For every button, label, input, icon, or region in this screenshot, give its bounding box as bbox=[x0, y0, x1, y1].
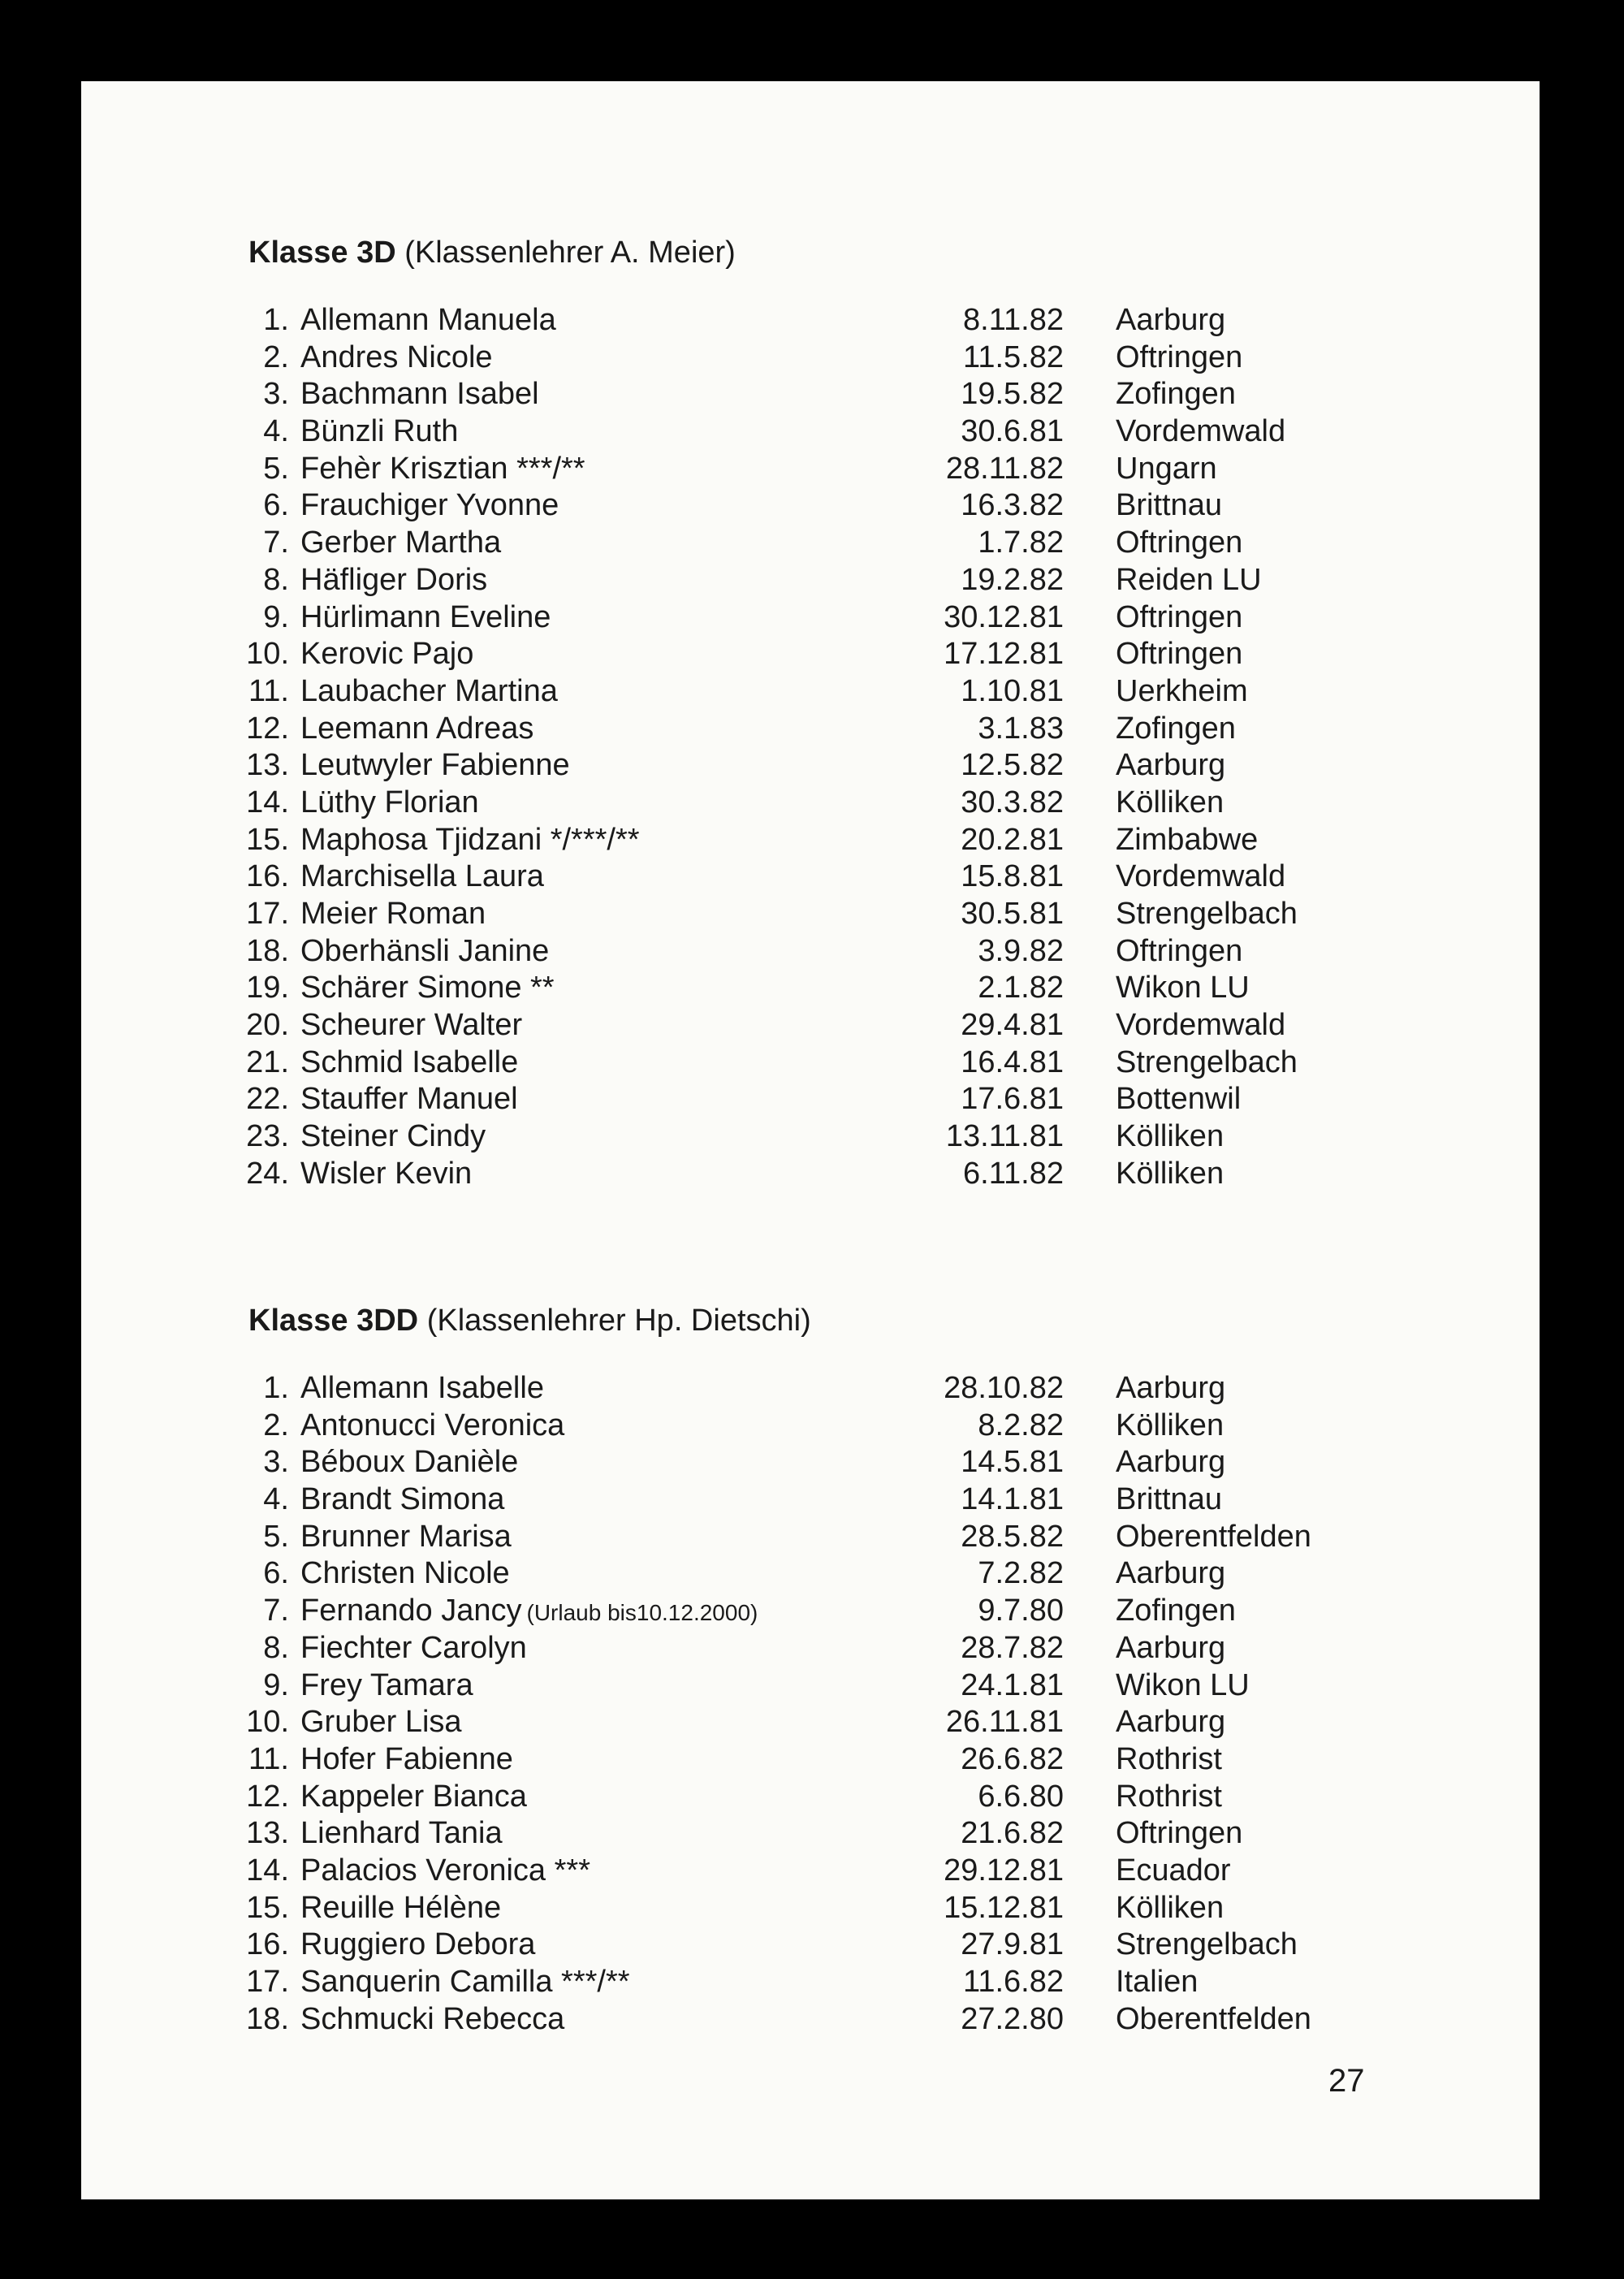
student-number: 2. bbox=[263, 1408, 289, 1442]
birth-date: 30.3.82 bbox=[961, 785, 1064, 819]
student-number: 17. bbox=[246, 1965, 289, 1999]
birth-date: 11.5.82 bbox=[963, 339, 1064, 374]
birth-date: 29.12.81 bbox=[944, 1853, 1064, 1888]
student-number: 9. bbox=[263, 1667, 289, 1702]
student-number: 16. bbox=[246, 859, 289, 894]
list-item bbox=[81, 1593, 1540, 1630]
birth-date: 28.11.82 bbox=[945, 451, 1064, 486]
student-number: 16. bbox=[246, 1927, 289, 1962]
student-name: Bünzli Ruth bbox=[300, 414, 459, 449]
birth-date: 19.2.82 bbox=[961, 562, 1064, 597]
student-number: 24. bbox=[246, 1156, 289, 1191]
home-town: Brittnau bbox=[1116, 1482, 1222, 1517]
student-name: Schmid Isabelle bbox=[300, 1044, 519, 1079]
student-number: 20. bbox=[246, 1008, 289, 1043]
birth-date: 2.1.82 bbox=[978, 971, 1064, 1005]
student-name: Andres Nicole bbox=[300, 339, 493, 374]
home-town: Italien bbox=[1116, 1965, 1199, 1999]
list-item bbox=[81, 1779, 1540, 1816]
list-item bbox=[81, 747, 1540, 785]
list-item bbox=[81, 711, 1540, 748]
list-item bbox=[81, 1890, 1540, 1927]
list-item bbox=[81, 1815, 1540, 1853]
list-item bbox=[81, 525, 1540, 562]
student-number: 13. bbox=[246, 748, 289, 783]
student-name: Kerovic Pajo bbox=[300, 637, 474, 672]
student-list-3dd bbox=[81, 1370, 1540, 2038]
student-name: Fehèr Krisztian ***/** bbox=[300, 451, 585, 486]
list-item bbox=[81, 1555, 1540, 1593]
list-item bbox=[81, 1519, 1540, 1556]
birth-date: 14.1.81 bbox=[961, 1482, 1064, 1517]
student-name: Fiechter Carolyn bbox=[300, 1630, 527, 1665]
list-item bbox=[81, 1007, 1540, 1044]
home-town: Zofingen bbox=[1116, 1594, 1236, 1628]
student-name: Stauffer Manuel bbox=[300, 1082, 518, 1117]
student-name: Schärer Simone ** bbox=[300, 971, 555, 1005]
student-name: Häfliger Doris bbox=[300, 562, 488, 597]
birth-date: 3.9.82 bbox=[978, 933, 1064, 968]
section-heading-3d bbox=[248, 236, 736, 270]
home-town: Aarburg bbox=[1116, 1445, 1226, 1480]
list-item bbox=[81, 970, 1540, 1007]
student-name: Kappeler Bianca bbox=[300, 1779, 527, 1814]
home-town: Wikon LU bbox=[1116, 971, 1250, 1005]
list-item bbox=[81, 562, 1540, 599]
home-town: Kölliken bbox=[1116, 1408, 1224, 1442]
student-number: 18. bbox=[246, 2001, 289, 2036]
student-number: 6. bbox=[263, 488, 289, 523]
home-town: Reiden LU bbox=[1116, 562, 1262, 597]
home-town: Vordemwald bbox=[1116, 414, 1286, 449]
home-town: Aarburg bbox=[1116, 1630, 1226, 1665]
student-number: 17. bbox=[246, 897, 289, 931]
birth-date: 9.7.80 bbox=[978, 1594, 1064, 1628]
birth-date: 14.5.81 bbox=[961, 1445, 1064, 1480]
student-name: Hürlimann Eveline bbox=[300, 599, 551, 634]
student-number: 9. bbox=[263, 599, 289, 634]
section-heading-3dd bbox=[248, 1304, 811, 1338]
home-town: Kölliken bbox=[1116, 1119, 1224, 1154]
home-town: Oftringen bbox=[1116, 599, 1243, 634]
list-item bbox=[81, 1630, 1540, 1667]
teacher-label: (Klassenlehrer Hp. Dietschi) bbox=[426, 1304, 811, 1338]
student-number: 19. bbox=[246, 971, 289, 1005]
home-town: Rothrist bbox=[1116, 1779, 1222, 1814]
student-name: Frey Tamara bbox=[300, 1667, 473, 1702]
student-name: Bachmann Isabel bbox=[300, 377, 539, 412]
student-name: Ruggiero Debora bbox=[300, 1927, 536, 1962]
birth-date: 11.6.82 bbox=[963, 1965, 1064, 1999]
class-label: Klasse 3DD bbox=[248, 1304, 419, 1338]
page-number: 27 bbox=[1328, 2063, 1365, 2099]
student-name: Steiner Cindy bbox=[300, 1119, 486, 1154]
document-page bbox=[81, 81, 1540, 2199]
student-name: Meier Roman bbox=[300, 897, 486, 931]
student-name: Fernando Jancy bbox=[300, 1594, 522, 1628]
student-number: 10. bbox=[246, 637, 289, 672]
student-name: Hofer Fabienne bbox=[300, 1741, 513, 1776]
list-item bbox=[81, 1118, 1540, 1156]
birth-date: 27.2.80 bbox=[961, 2001, 1064, 2036]
birth-date: 15.8.81 bbox=[961, 859, 1064, 894]
list-item bbox=[81, 376, 1540, 413]
birth-date: 26.6.82 bbox=[961, 1741, 1064, 1776]
student-name: Wisler Kevin bbox=[300, 1156, 473, 1191]
student-name: Schmucki Rebecca bbox=[300, 2001, 565, 2036]
student-number: 23. bbox=[246, 1119, 289, 1154]
list-item bbox=[81, 339, 1540, 377]
home-town: Oftringen bbox=[1116, 933, 1243, 968]
student-number: 1. bbox=[263, 1371, 289, 1405]
student-name: Reuille Hélène bbox=[300, 1890, 502, 1925]
birth-date: 26.11.81 bbox=[945, 1705, 1064, 1740]
list-item bbox=[81, 1370, 1540, 1408]
student-number: 5. bbox=[263, 1519, 289, 1554]
student-name: Gerber Martha bbox=[300, 525, 502, 560]
student-number: 21. bbox=[246, 1044, 289, 1079]
student-name: Lüthy Florian bbox=[300, 785, 479, 819]
student-number: 11. bbox=[248, 673, 289, 708]
birth-date: 17.6.81 bbox=[961, 1082, 1064, 1117]
home-town: Bottenwil bbox=[1116, 1082, 1242, 1117]
student-list-3d bbox=[81, 302, 1540, 1193]
student-number: 5. bbox=[263, 451, 289, 486]
home-town: Strengelbach bbox=[1116, 1044, 1298, 1079]
student-number: 8. bbox=[263, 562, 289, 597]
list-item bbox=[81, 1667, 1540, 1705]
student-number: 3. bbox=[263, 377, 289, 412]
birth-date: 28.5.82 bbox=[961, 1519, 1064, 1554]
home-town: Strengelbach bbox=[1116, 897, 1298, 931]
home-town: Ecuador bbox=[1116, 1853, 1231, 1888]
student-number: 14. bbox=[246, 785, 289, 819]
birth-date: 20.2.81 bbox=[961, 822, 1064, 857]
student-number: 15. bbox=[246, 822, 289, 857]
home-town: Brittnau bbox=[1116, 488, 1222, 523]
list-item bbox=[81, 858, 1540, 896]
student-number: 2. bbox=[263, 339, 289, 374]
home-town: Rothrist bbox=[1116, 1741, 1222, 1776]
list-item bbox=[81, 302, 1540, 339]
student-note: (Urlaub bis10.12.2000) bbox=[526, 1600, 758, 1626]
home-town: Oftringen bbox=[1116, 525, 1243, 560]
birth-date: 30.12.81 bbox=[944, 599, 1064, 634]
home-town: Uerkheim bbox=[1116, 673, 1248, 708]
list-item bbox=[81, 1044, 1540, 1082]
birth-date: 15.12.81 bbox=[944, 1890, 1064, 1925]
list-item bbox=[81, 636, 1540, 673]
home-town: Zimbabwe bbox=[1116, 822, 1259, 857]
list-item bbox=[81, 599, 1540, 637]
home-town: Kölliken bbox=[1116, 785, 1224, 819]
home-town: Vordemwald bbox=[1116, 859, 1286, 894]
birth-date: 30.5.81 bbox=[961, 897, 1064, 931]
student-number: 4. bbox=[263, 1482, 289, 1517]
student-name: Antonucci Veronica bbox=[300, 1408, 565, 1442]
student-number: 7. bbox=[263, 1594, 289, 1628]
student-name: Lienhard Tania bbox=[300, 1816, 503, 1851]
list-item bbox=[81, 785, 1540, 822]
list-item bbox=[81, 1081, 1540, 1118]
student-number: 12. bbox=[246, 711, 289, 746]
student-name: Allemann Isabelle bbox=[300, 1371, 544, 1405]
list-item bbox=[81, 2001, 1540, 2039]
home-town: Aarburg bbox=[1116, 748, 1226, 783]
home-town: Kölliken bbox=[1116, 1890, 1224, 1925]
home-town: Kölliken bbox=[1116, 1156, 1224, 1191]
student-name: Brandt Simona bbox=[300, 1482, 505, 1517]
home-town: Zofingen bbox=[1116, 377, 1236, 412]
list-item bbox=[81, 1156, 1540, 1193]
student-name: Oberhänsli Janine bbox=[300, 933, 550, 968]
student-number: 7. bbox=[263, 525, 289, 560]
birth-date: 28.10.82 bbox=[944, 1371, 1064, 1405]
birth-date: 8.11.82 bbox=[963, 303, 1064, 337]
class-label: Klasse 3D bbox=[248, 236, 396, 270]
home-town: Aarburg bbox=[1116, 1371, 1226, 1405]
home-town: Aarburg bbox=[1116, 1556, 1226, 1591]
birth-date: 29.4.81 bbox=[961, 1008, 1064, 1043]
student-number: 22. bbox=[246, 1082, 289, 1117]
student-name: Leemann Adreas bbox=[300, 711, 534, 746]
birth-date: 24.1.81 bbox=[961, 1667, 1064, 1702]
birth-date: 21.6.82 bbox=[961, 1816, 1064, 1851]
home-town: Aarburg bbox=[1116, 303, 1226, 337]
student-number: 4. bbox=[263, 414, 289, 449]
student-number: 15. bbox=[246, 1890, 289, 1925]
list-item bbox=[81, 1704, 1540, 1741]
student-name: Christen Nicole bbox=[300, 1556, 510, 1591]
student-name: Laubacher Martina bbox=[300, 673, 558, 708]
list-item bbox=[81, 1741, 1540, 1779]
list-item bbox=[81, 1408, 1540, 1445]
birth-date: 6.11.82 bbox=[963, 1156, 1064, 1191]
birth-date: 16.3.82 bbox=[961, 488, 1064, 523]
home-town: Oftringen bbox=[1116, 1816, 1243, 1851]
student-number: 14. bbox=[246, 1853, 289, 1888]
student-number: 8. bbox=[263, 1630, 289, 1665]
student-name: Palacios Veronica *** bbox=[300, 1853, 590, 1888]
birth-date: 19.5.82 bbox=[961, 377, 1064, 412]
birth-date: 30.6.81 bbox=[961, 414, 1064, 449]
home-town: Zofingen bbox=[1116, 711, 1236, 746]
list-item bbox=[81, 933, 1540, 971]
home-town: Wikon LU bbox=[1116, 1667, 1250, 1702]
student-number: 10. bbox=[246, 1705, 289, 1740]
list-item bbox=[81, 413, 1540, 451]
birth-date: 3.1.83 bbox=[978, 711, 1064, 746]
student-name: Allemann Manuela bbox=[300, 303, 556, 337]
birth-date: 16.4.81 bbox=[961, 1044, 1064, 1079]
list-item bbox=[81, 673, 1540, 711]
student-name: Béboux Danièle bbox=[300, 1445, 519, 1480]
home-town: Strengelbach bbox=[1116, 1927, 1298, 1962]
birth-date: 27.9.81 bbox=[961, 1927, 1064, 1962]
birth-date: 17.12.81 bbox=[944, 637, 1064, 672]
list-item bbox=[81, 1853, 1540, 1890]
list-item bbox=[81, 1964, 1540, 2001]
birth-date: 28.7.82 bbox=[961, 1630, 1064, 1665]
student-name: Frauchiger Yvonne bbox=[300, 488, 559, 523]
student-number: 1. bbox=[263, 303, 289, 337]
teacher-label: (Klassenlehrer A. Meier) bbox=[404, 236, 736, 270]
birth-date: 8.2.82 bbox=[978, 1408, 1064, 1442]
birth-date: 6.6.80 bbox=[978, 1779, 1064, 1814]
student-name: Marchisella Laura bbox=[300, 859, 544, 894]
list-item bbox=[81, 1927, 1540, 1964]
birth-date: 12.5.82 bbox=[961, 748, 1064, 783]
list-item bbox=[81, 487, 1540, 525]
student-name: Brunner Marisa bbox=[300, 1519, 512, 1554]
student-name: Maphosa Tjidzani */***/** bbox=[300, 822, 640, 857]
student-name: Sanquerin Camilla ***/** bbox=[300, 1965, 630, 1999]
student-number: 13. bbox=[246, 1816, 289, 1851]
home-town: Oberentfelden bbox=[1116, 1519, 1311, 1554]
list-item bbox=[81, 896, 1540, 933]
student-number: 18. bbox=[246, 933, 289, 968]
birth-date: 7.2.82 bbox=[978, 1556, 1064, 1591]
student-number: 12. bbox=[246, 1779, 289, 1814]
list-item bbox=[81, 451, 1540, 488]
student-name: Gruber Lisa bbox=[300, 1705, 462, 1740]
home-town: Oftringen bbox=[1116, 637, 1243, 672]
student-name: Scheurer Walter bbox=[300, 1008, 523, 1043]
home-town: Oberentfelden bbox=[1116, 2001, 1311, 2036]
list-item bbox=[81, 1444, 1540, 1481]
student-number: 3. bbox=[263, 1445, 289, 1480]
student-number: 6. bbox=[263, 1556, 289, 1591]
home-town: Ungarn bbox=[1116, 451, 1217, 486]
list-item bbox=[81, 822, 1540, 859]
birth-date: 13.11.81 bbox=[945, 1119, 1064, 1154]
home-town: Vordemwald bbox=[1116, 1008, 1286, 1043]
birth-date: 1.10.81 bbox=[961, 673, 1064, 708]
student-number: 11. bbox=[248, 1741, 289, 1776]
home-town: Aarburg bbox=[1116, 1705, 1226, 1740]
home-town: Oftringen bbox=[1116, 339, 1243, 374]
list-item bbox=[81, 1481, 1540, 1519]
birth-date: 1.7.82 bbox=[978, 525, 1064, 560]
student-name-cell bbox=[300, 1593, 758, 1632]
student-name: Leutwyler Fabienne bbox=[300, 748, 570, 783]
